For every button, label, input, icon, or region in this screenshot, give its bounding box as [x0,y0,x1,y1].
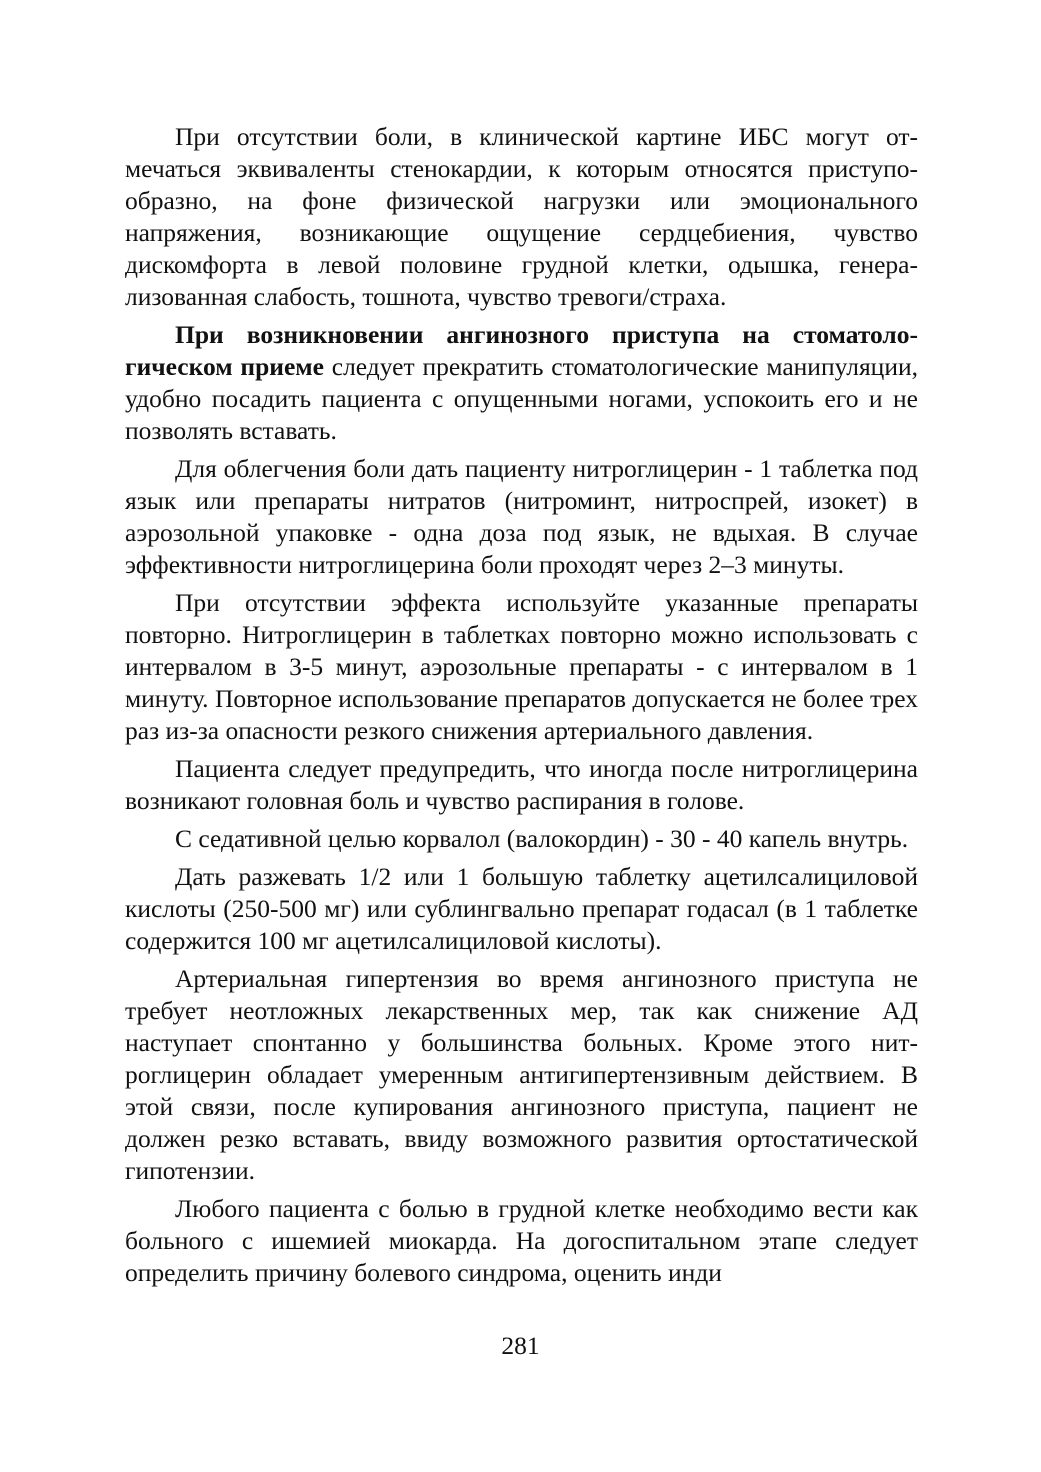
paragraph-7 [125,861,918,957]
paragraph-2 [125,319,918,447]
paragraph-3 [125,453,918,581]
paragraph-4 [125,587,918,747]
paragraph-2-bold: При возникновении ангинозного приступа на стоматологическом приеме [125,320,918,381]
page-number: 281 [501,1331,540,1360]
paragraph-7-text: Дать разжевать 1/2 или 1 большую таблетку ацетилсалициловой кислоты (250-500 мг) или сублингвально препарат годасал (в 1 таблетке содержится 100 мг ацетилсалициловой кислоты). [125,862,918,955]
paragraph-8-text: Артериальная гипертензия во время ангинозного приступа не требует неотложных лекарственных мер, так как снижение АД наступает спонтанно у большинства больных. Кроме этого нитроглицерин обладает умеренным антигипертензивным действием. В этой связи, после купирования ангинозного приступа, пациент не должен резко вставать, ввиду возможного развития ортостатической гипотензии. [125,964,918,1185]
paragraph-4-text: При отсутствии эффекта используйте указанные препараты повторно. Нитроглицерин в таблетках повторно можно использовать с интервалом в 3-5 минут, аэрозольные препараты - с интервалом в 1 минуту. Повторное использование препаратов допускается не более трех раз из-за опасности резкого снижения артериального давления. [125,588,918,745]
paragraph-9 [125,1193,918,1289]
paragraph-1-text: При отсутствии боли, в клинической картине ИБС могут отмечаться эквиваленты стенокардии, к которым относятся приступообразно, на фоне физической нагрузки или эмоционального напряжения, возникающие ощущение сердцебиения, чувство дискомфорта в левой половине грудной клетки, одышка, генерализованная слабость, тошнота, чувство тревоги/страха. [125,122,918,311]
paragraph-5 [125,753,918,817]
paragraph-1 [125,121,918,313]
paragraph-9-text: Любого пациента с болью в грудной клетке необходимо вести как больного с ишемией миокарда. На догоспитальном этапе следует определить причину болевого синдрома, оценить инди [125,1194,918,1287]
page-body [125,121,918,1295]
paragraph-2-text: следует прекратить стоматологические манипуляции, удобно посадить пациента с опущенными ногами, успокоить его и не позволять вставать. [125,352,918,445]
paragraph-6 [125,823,918,855]
paragraph-5-text: Пациента следует предупредить, что иногда после нитроглицерина возникают головная боль и чувство распирания в голове. [125,754,918,815]
paragraph-6-text: С седативной целью корвалол (валокордин) - 30 - 40 капель внутрь. [175,824,909,853]
paragraph-3-text: Для облегчения боли дать пациенту нитроглицерин - 1 таблетка под язык или препараты нитратов (нитроминт, нитроспрей, изокет) в аэрозольной упаковке - одна доза под язык, не вдыхая. В случае эффективности нитроглицерина боли проходят через 2–3 минуты. [125,454,918,579]
paragraph-8 [125,963,918,1187]
